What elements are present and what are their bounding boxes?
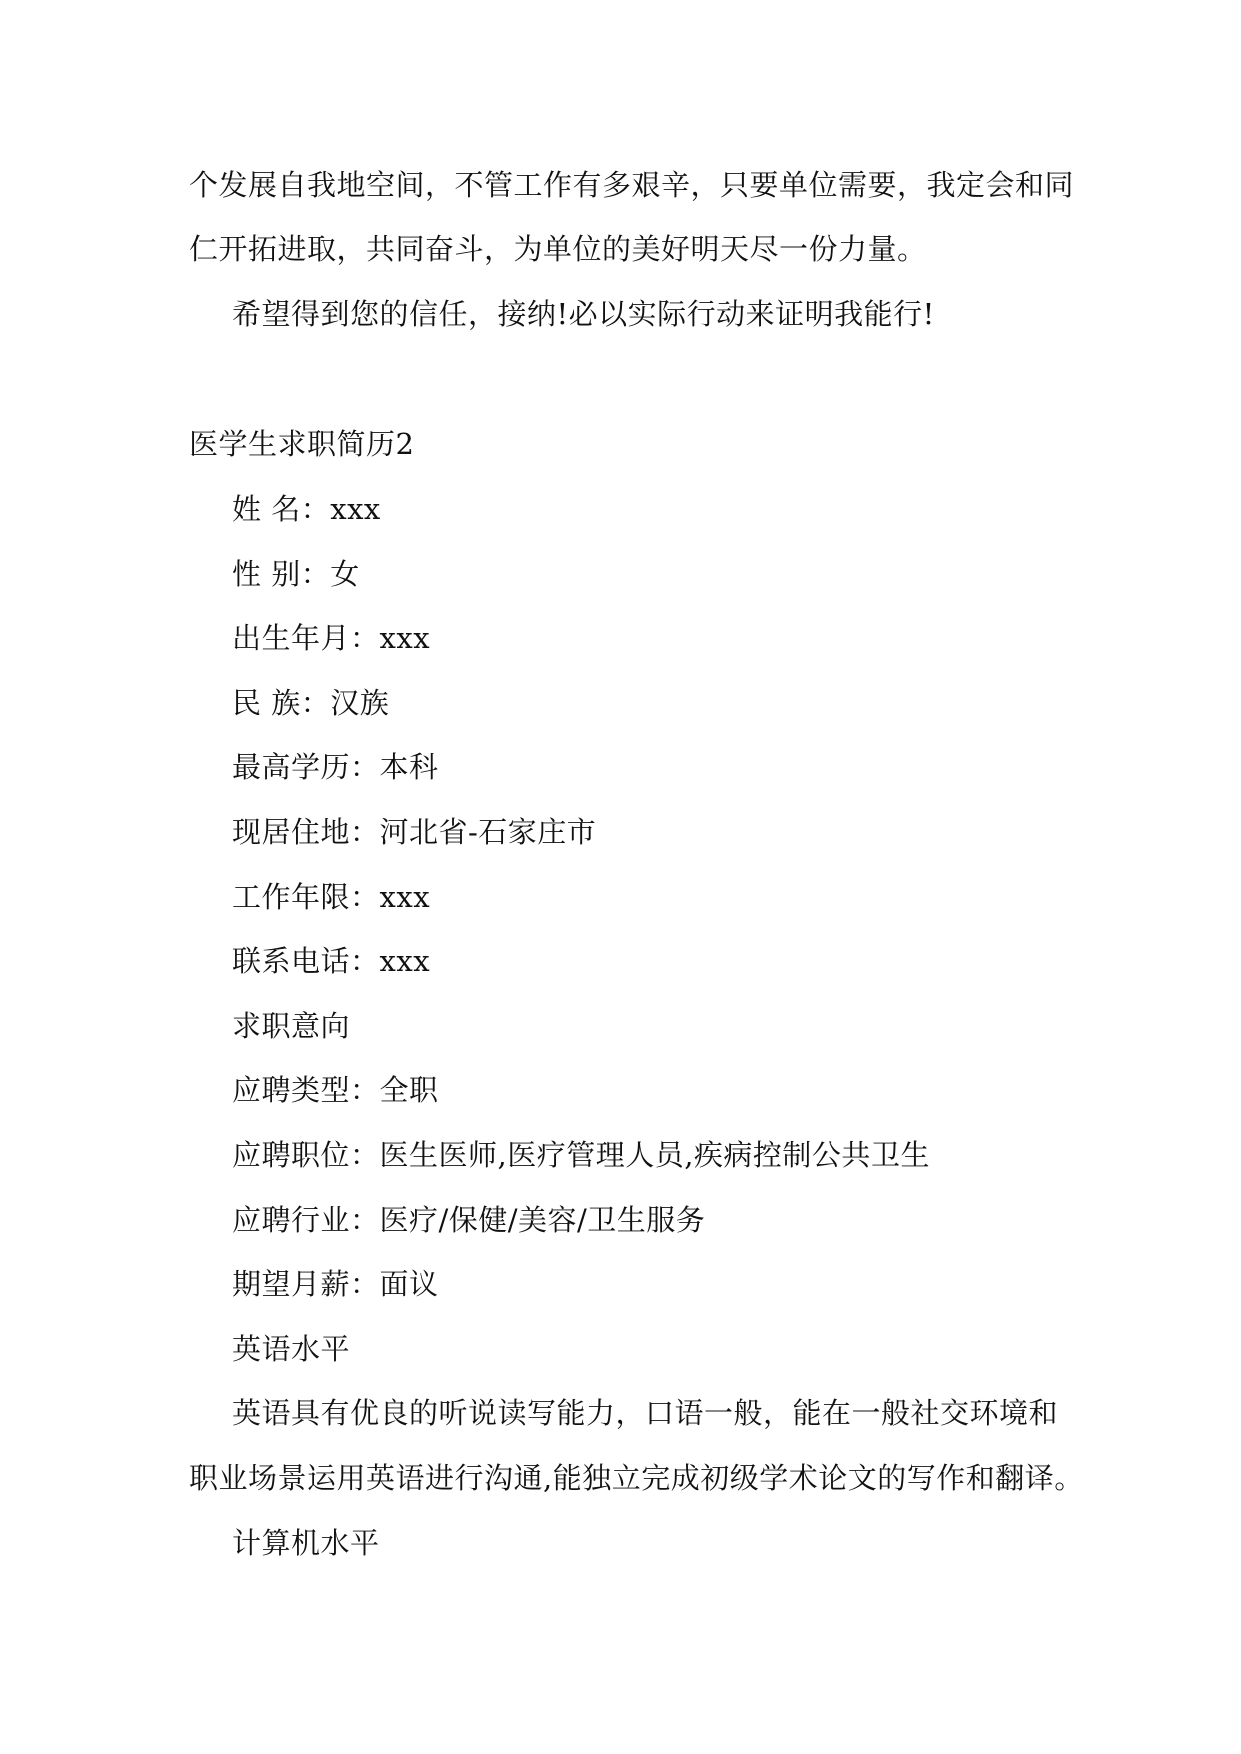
field-job-type: 应聘类型：全职 bbox=[232, 1073, 439, 1107]
field-name: 姓 名：xxx bbox=[232, 492, 381, 526]
field-industry: 应聘行业：医疗/保健/美容/卫生服务 bbox=[232, 1203, 706, 1237]
intro-line-3: 希望得到您的信任，接纳!必以实际行动来证明我能行! bbox=[232, 297, 935, 331]
field-education: 最高学历：本科 bbox=[232, 750, 439, 784]
field-position: 应聘职位：医生医师,医疗管理人员,疾病控制公共卫生 bbox=[232, 1138, 930, 1172]
field-phone: 联系电话：xxx bbox=[232, 944, 431, 978]
field-work-years: 工作年限：xxx bbox=[232, 880, 431, 914]
field-salary: 期望月薪：面议 bbox=[232, 1267, 439, 1301]
field-gender: 性 别：女 bbox=[232, 557, 360, 591]
field-ethnicity: 民 族：汉族 bbox=[232, 686, 390, 720]
section-heading-computer: 计算机水平 bbox=[232, 1526, 380, 1560]
section-heading-english: 英语水平 bbox=[232, 1332, 351, 1366]
field-residence: 现居住地：河北省-石家庄市 bbox=[232, 815, 597, 849]
intro-line-2: 仁开拓进取，共同奋斗，为单位的美好明天尽一份力量。 bbox=[189, 232, 927, 266]
section-heading-intent: 求职意向 bbox=[232, 1009, 351, 1043]
english-line-2: 职业场景运用英语进行沟通,能独立完成初级学术论文的写作和翻译。 bbox=[189, 1461, 1084, 1495]
intro-line-1: 个发展自我地空间，不管工作有多艰辛，只要单位需要，我定会和同 bbox=[189, 168, 1075, 202]
english-line-1: 英语具有优良的听说读写能力，口语一般，能在一般社交环境和 bbox=[232, 1396, 1059, 1430]
resume-title: 医学生求职简历2 bbox=[189, 427, 415, 461]
field-birth: 出生年月：xxx bbox=[232, 621, 431, 655]
